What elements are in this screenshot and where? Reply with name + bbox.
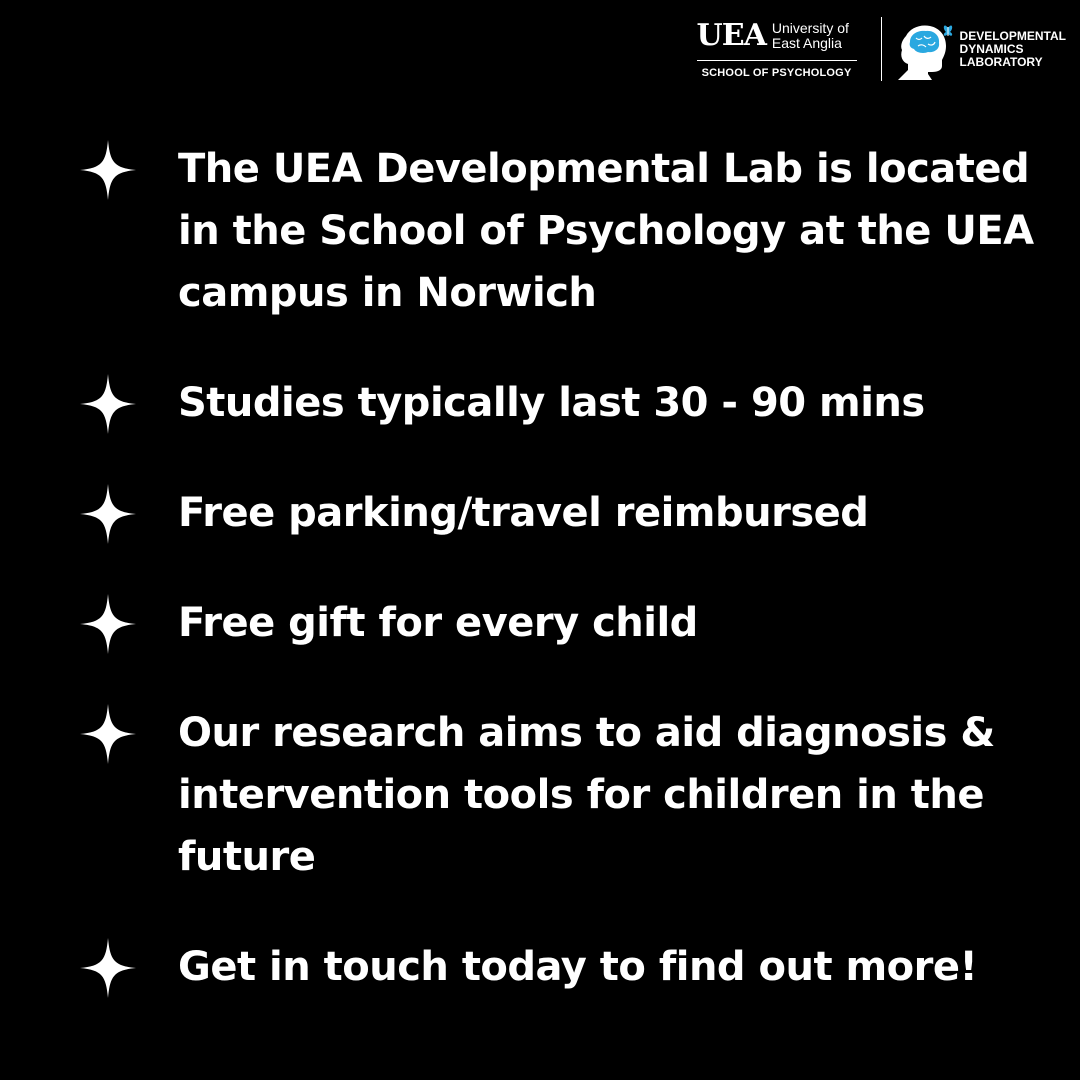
- ddl-name: [960, 30, 1066, 69]
- bullet-list: [80, 138, 1040, 998]
- uea-wordmark: UEA: [696, 17, 766, 53]
- bullet-item: [80, 592, 1040, 654]
- child-head-brain-icon: [898, 18, 958, 80]
- bullet-item: [80, 482, 1040, 544]
- bullet-item: [80, 138, 1040, 324]
- uea-university-name: [772, 21, 849, 51]
- sparkle-star-icon: [80, 484, 136, 544]
- sparkle-star-icon: [80, 938, 136, 998]
- ddl-name-line3: LABORATORY: [959, 54, 1043, 69]
- bullet-text: Get in touch today to find out more!: [178, 944, 978, 990]
- sparkle-star-icon: [80, 140, 136, 200]
- ddl-logo: [898, 18, 1066, 80]
- bullet-item: [80, 372, 1040, 434]
- bullet-text: The UEA Developmental Lab is located in the School of Psychology at the UEA campus in Norwich: [178, 146, 1034, 316]
- logo-header: [697, 14, 1066, 84]
- sparkle-star-icon: [80, 374, 136, 434]
- bullet-text: Free gift for every child: [178, 600, 698, 646]
- ddl-name-line1: DEVELOPMENTAL: [959, 28, 1066, 43]
- uea-logo: [696, 17, 857, 79]
- bullet-text: Studies typically last 30 - 90 mins: [178, 380, 925, 426]
- uea-name-line2: East Anglia: [771, 34, 842, 51]
- bullet-text: Our research aims to aid diagnosis & intervention tools for children in the future: [178, 710, 995, 880]
- sparkle-star-icon: [80, 704, 136, 764]
- ddl-name-line2: DYNAMICS: [959, 41, 1024, 56]
- bullet-item: [80, 702, 1040, 888]
- logo-divider: [881, 17, 882, 81]
- sparkle-star-icon: [80, 594, 136, 654]
- uea-school-name: SCHOOL OF PSYCHOLOGY: [701, 66, 852, 79]
- uea-name-line1: University of: [771, 19, 849, 36]
- bullet-text: Free parking/travel reimbursed: [178, 490, 869, 536]
- bullet-item: [80, 936, 1040, 998]
- uea-rule-divider: [697, 60, 857, 61]
